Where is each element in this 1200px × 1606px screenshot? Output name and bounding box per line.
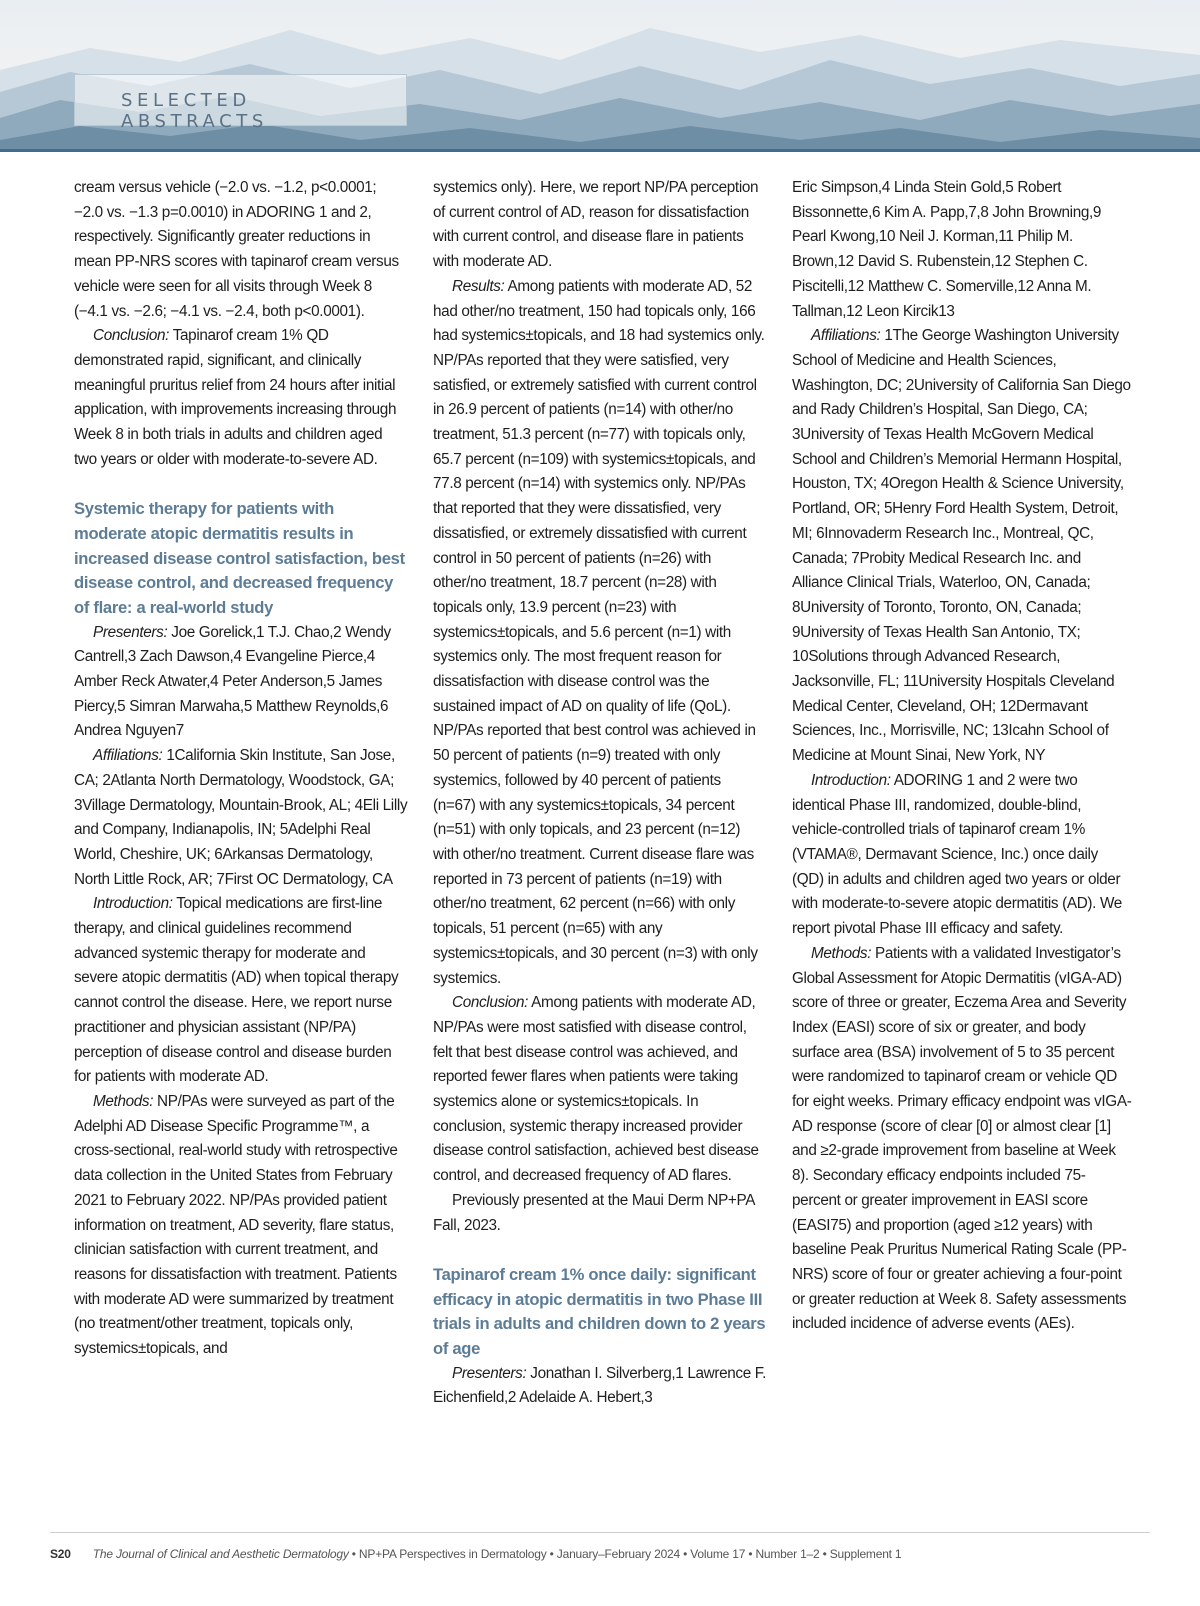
col3-presenters-continued: Eric Simpson,4 Linda Stein Gold,5 Robert Bissonnette,6 Kim A. Papp,7,8 John Browning,9 Pearl Kwong,10 Neil J. Korman,11 Philip M. Brown,12 David S. Rubenstein,12 Stephen C. Piscitelli,12 Matthew C. Somerville,12 Anna M. Tallman,12 Leon Kircik13 xyxy=(792,179,1102,320)
col2-conclusion: Conclusion: Among patients with moderate AD, NP/PAs were most satisfied with disease control, felt that best disease control was achieved, and reported fewer flares when patients were taking systemics alone or systemics±topicals. In conclusion, systemic therapy increased provider disease control satisfaction, achieved best disease control, and decreased frequency of AD flares. xyxy=(433,994,759,1185)
abstract-title-3: Tapinarof cream 1% once daily: significant efficacy in atopic dermatitis in two Phase III trials in adults and children down to 2 years of age xyxy=(433,1264,766,1359)
col2-previously-presented: Previously presented at the Maui Derm NP+PA Fall, 2023. xyxy=(433,1191,755,1234)
page-number: S20 xyxy=(50,1547,71,1561)
col2-methods-continued: systemics only). Here, we report NP/PA perception of current control of AD, reason for dissatisfaction with current control, and disease flare in patients with moderate AD. xyxy=(433,179,759,271)
col3-affiliations: Affiliations: 1The George Washington University School of Medicine and Health Sciences, Washington, DC; 2University of California San Diego and Rady Children’s Hospital, San Diego, CA; 3University of Texas Health McGovern Medical School and Children’s Memorial Hermann Hospital, Houston, TX; 4Oregon Health & Science University, Portland, OR; 5Henry Ford Health System, Detroit, MI; 6Innovaderm Research Inc., Montreal, QC, Canada; 7Probity Medical Research Inc. and Alliance Clinical Trials, Waterloo, ON, Canada; 8University of Toronto, Toronto, ON, Canada; 9University of Texas Health San Antonio, TX; 10Solutions through Advanced Research, Jacksonville, FL; 11University Hospitals Cleveland Medical Center, Cleveland, OH; 12Dermavant Sciences, Inc., Morrisville, NC; 13Icahn School of Medicine at Mount Sinai, New York, NY xyxy=(792,327,1131,765)
col1-affiliations: Affiliations: 1California Skin Institute, San Jose, CA; 2Atlanta North Dermatology, Woodstock, GA; 3Village Dermatology, Mountain-Brook, AL; 4Eli Lilly and Company, Indianapolis, IN; 5Adelphi Real World, Cheshire, UK; 6Arkansas Dermatology, North Little Rock, AR; 7First OC Dermatology, CA xyxy=(74,747,408,888)
col1-intro: cream versus vehicle (−2.0 vs. −1.2, p<0.0001; −2.0 vs. −1.3 p=0.0010) in ADORING 1 and 2, respectively. Significantly greater reductions in mean PP-NRS scores with tapinarof cream versus vehicle were seen for all visits through Week 8 (−4.1 vs. −2.6; −4.1 vs. −2.4, both p<0.0001). xyxy=(74,179,399,320)
page-footer xyxy=(50,1547,1150,1561)
col3-methods: Methods: Patients with a validated Investigator’s Global Assessment for Atopic Dermatitis (vIGA-AD) score of three or greater, Eczema Area and Severity Index (EASI) score of six or greater, and body surface area (BSA) involvement of 5 to 35 percent were randomized to tapinarof cream or vehicle QD for eight weeks. Primary efficacy endpoint was vIGA-AD response (score of clear [0] or almost clear [1] and ≥2-grade improvement from baseline at Week 8). Secondary efficacy endpoints included 75-percent or greater improvement in EASI score (EASI75) and proportion (aged ≥12 years) with baseline Peak Pruritus Numerical Rating Scale (PP-NRS) score of four or greater achieving a four-point or greater reduction at Week 8. Safety assessments included incidence of adverse events (AEs). xyxy=(792,944,1132,1333)
issue-info: • NP+PA Perspectives in Dermatology • January–February 2024 • Volume 17 • Number 1–2 • Supplement 1 xyxy=(348,1547,902,1561)
col1-conclusion: Conclusion: Tapinarof cream 1% QD demonstrated rapid, significant, and clinically meaningful pruritus relief from 24 hours after initial application, with improvements increasing through Week 8 in both trials in adults and children aged two years or older with moderate-to-severe AD. xyxy=(74,327,397,468)
col3-introduction: Introduction: ADORING 1 and 2 were two identical Phase III, randomized, double-blind, vehicle-controlled trials of tapinarof cream 1% (VTAMA®, Dermavant Science, Inc.) once daily (QD) in adults and children aged two years or older with moderate-to-severe atopic dermatitis (AD). We report pivotal Phase III efficacy and safety. xyxy=(792,771,1122,938)
section-label-box xyxy=(74,74,407,132)
col1-introduction: Introduction: Topical medications are first-line therapy, and clinical guidelines recommend advanced systemic therapy for moderate and severe atopic dermatitis (AD) when topical therapy cannot control the disease. Here, we report nurse practitioner and physician assistant (NP/PA) perception of disease control and disease burden for patients with moderate AD. xyxy=(74,895,399,1086)
col2-results: Results: Among patients with moderate AD, 52 had other/no treatment, 150 had topicals only, 166 had systemics±topicals, and 18 had systemics only. NP/PAs reported that they were satisfied, very satisfied, or extremely satisfied with current control in 26.9 percent of patients (n=14) with other/no treatment, 51.3 percent (n=77) with topicals only, 65.7 percent (n=109) with systemics±topicals, and 77.8 percent (n=14) with systemics only. NP/PAs that reported that they were dissatisfied, very dissatisfied, or extremely dissatisfied with current control in 50 percent of patients (n=26) with other/no treatment, 18.7 percent (n=28) with topicals only, 13.9 percent (n=23) with systemics±topicals, and 5.6 percent (n=1) with systemics only. The most frequent reason for dissatisfaction with disease control was the sustained impact of AD on quality of life (QoL). NP/PAs reported that best control was achieved in 50 percent of patients (n=9) treated with only systemics, followed by 40 percent of patients (n=67) with any systemics±topicals, 34 percent (n=51) with only topicals, and 23 percent (n=12) with other/no treatment. Current disease flare was reported in 73 percent of patients (n=19) with other/no treatment, 62 percent (n=66) with only topicals, 51 percent (n=65) with any systemics±topicals, and 30 percent (n=3) with only systemics. xyxy=(433,277,765,987)
banner-rule xyxy=(0,149,1200,152)
col1-presenters: Presenters: Joe Gorelick,1 T.J. Chao,2 Wendy Cantrell,3 Zach Dawson,4 Evangeline Pierce,4 Amber Reck Atwater,4 Peter Anderson,5 James Piercy,5 Simran Marwaha,5 Matthew Reynolds,6 Andrea Nguyen7 xyxy=(74,623,391,740)
header-banner xyxy=(0,0,1200,152)
abstract-title-2: Systemic therapy for patients with moderate atopic dermatitis results in increased disease control satisfaction, best disease control, and decreased frequency of flare: a real-world study xyxy=(74,499,405,617)
journal-name: The Journal of Clinical and Aesthetic Dermatology xyxy=(92,1547,349,1561)
column-2 xyxy=(433,176,767,1411)
footer-rule xyxy=(50,1532,1150,1533)
col2-presenters: Presenters: Jonathan I. Silverberg,1 Lawrence F. Eichenfield,2 Adelaide A. Hebert,3 xyxy=(433,1364,766,1407)
section-label: SELECTED ABSTRACTS xyxy=(121,90,268,132)
col1-methods: Methods: NP/PAs were surveyed as part of the Adelphi AD Disease Specific Programme™, a cross-sectional, real-world study with retrospective data collection in the United States from February 2021 to February 2022. NP/PAs provided patient information on treatment, AD severity, flare status, clinician satisfaction with current treatment, and reasons for dissatisfaction with treatment. Patients with moderate AD were summarized by treatment (no treatment/other treatment, topicals only, systemics±topicals, and xyxy=(74,1093,398,1358)
column-1 xyxy=(74,176,408,1362)
column-3 xyxy=(792,176,1132,1337)
